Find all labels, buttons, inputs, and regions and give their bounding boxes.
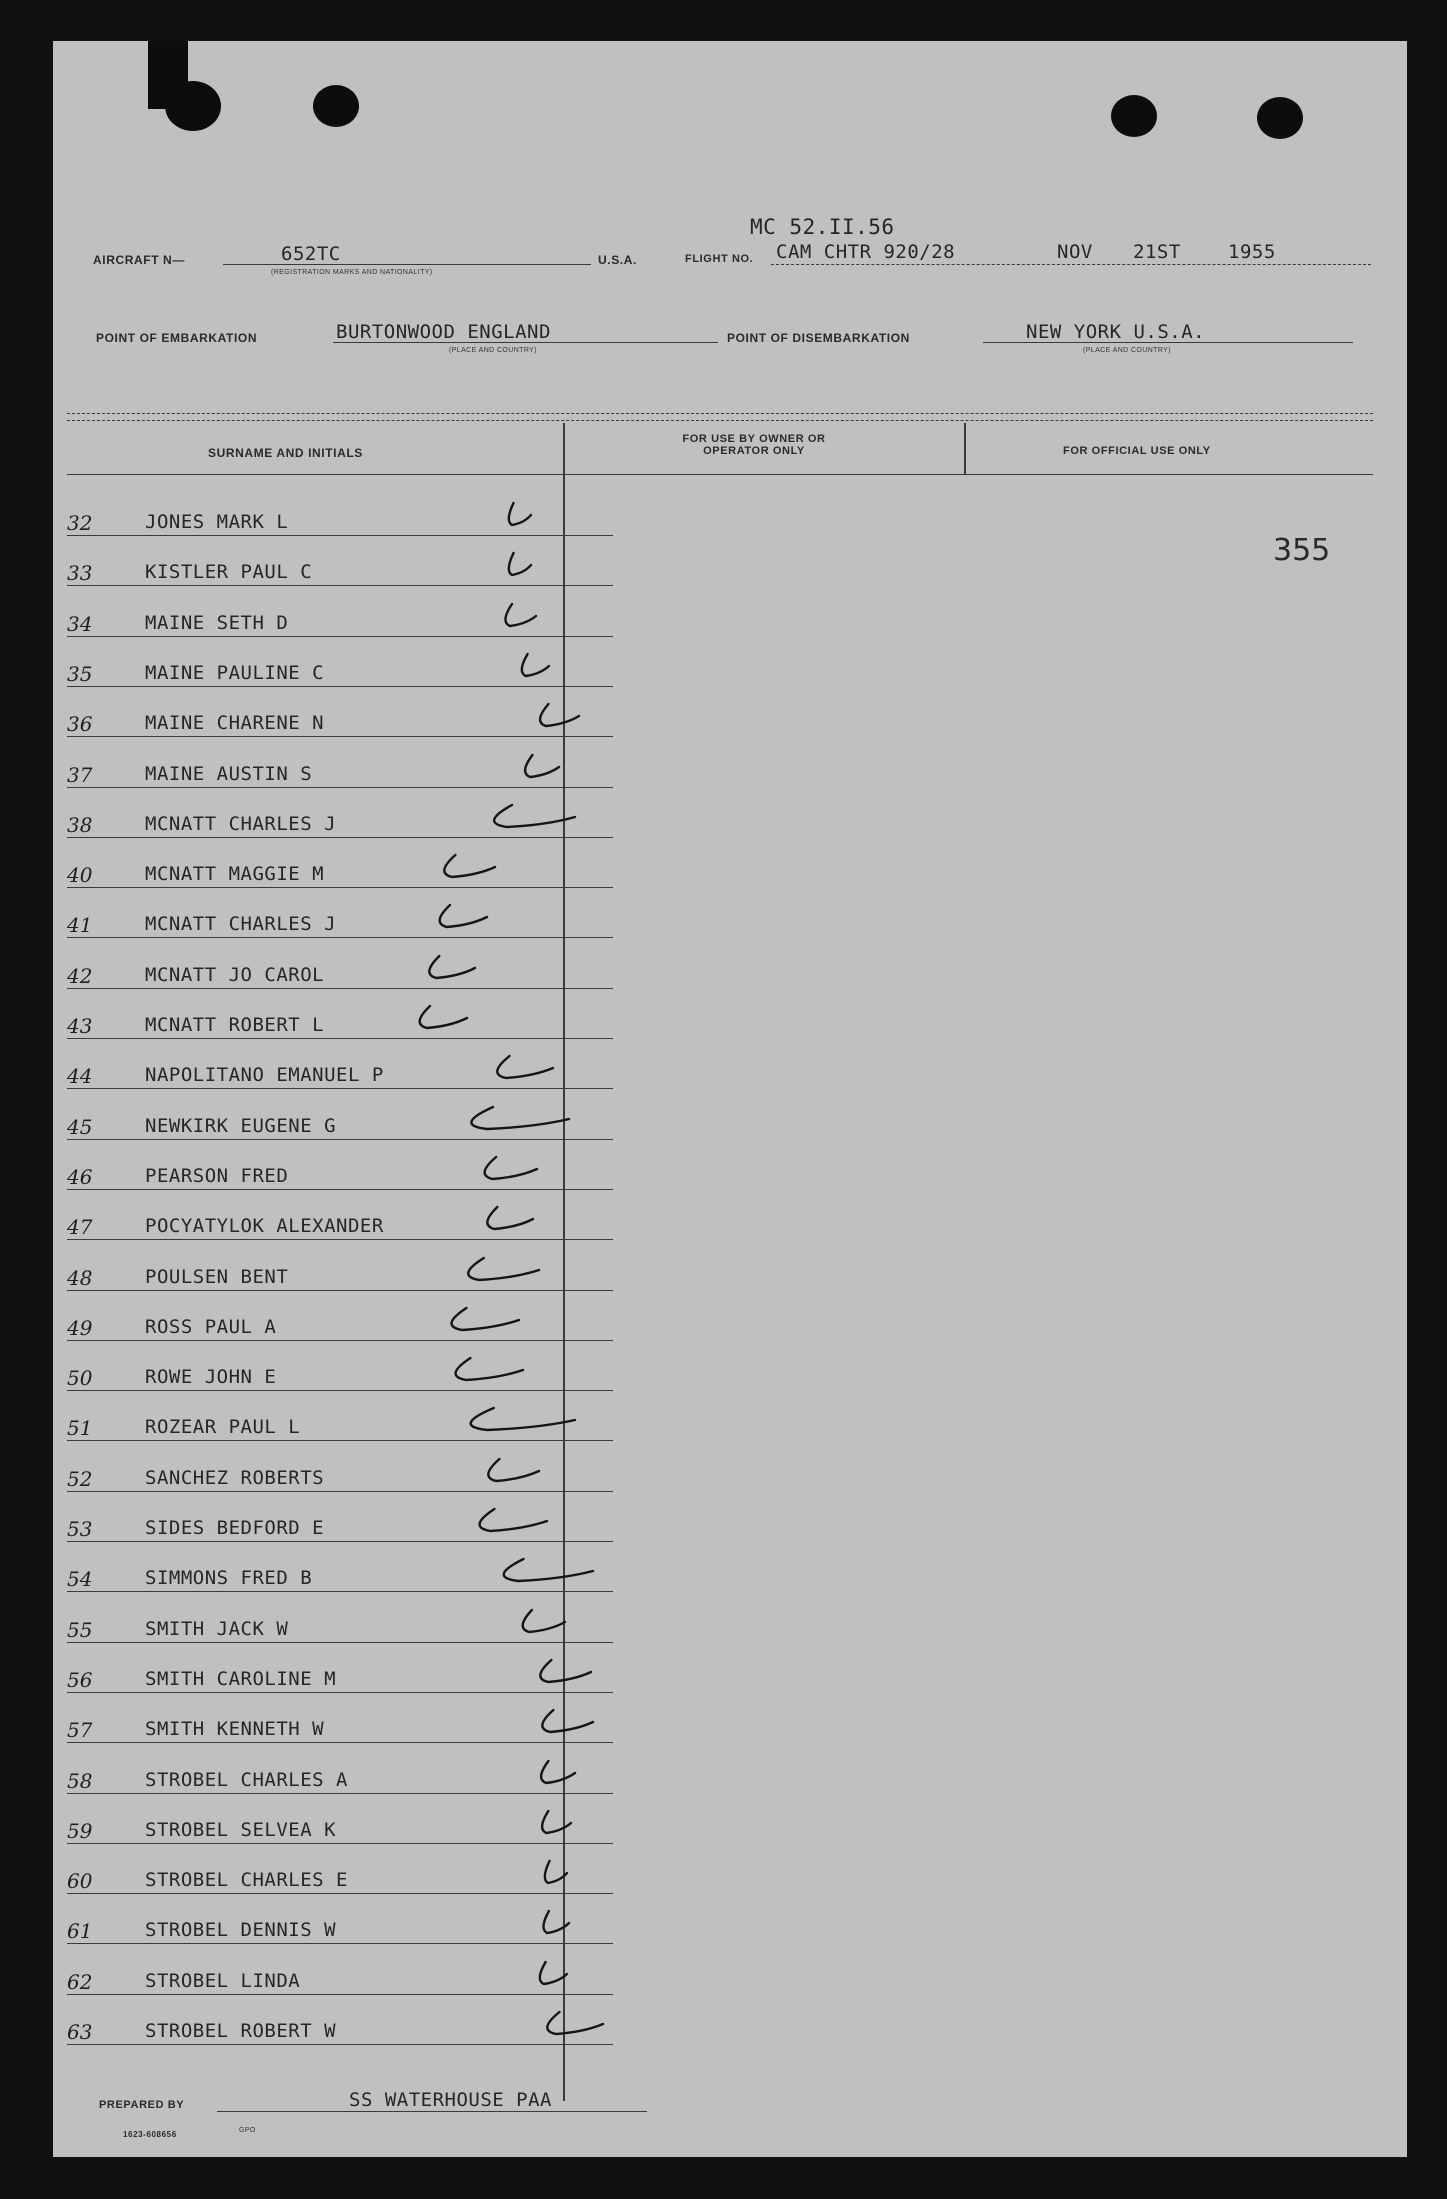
passenger-name: STROBEL CHARLES A: [145, 1768, 348, 1791]
passenger-name: MAINE AUSTIN S: [145, 762, 313, 785]
row-rule: [67, 535, 613, 536]
passenger-row: [53, 1298, 613, 1348]
embark-value: BURTONWOOD ENGLAND: [336, 321, 551, 343]
col-header-official: FOR OFFICIAL USE ONLY: [1063, 445, 1211, 457]
row-rule: [67, 1591, 613, 1592]
passenger-row: [53, 946, 613, 996]
passenger-number: 63: [67, 2020, 93, 2044]
disembark-value: NEW YORK U.S.A.: [1026, 321, 1206, 343]
row-rule: [67, 1893, 613, 1894]
passenger-row: [53, 1197, 613, 1247]
row-rule: [67, 1139, 613, 1140]
passenger-row: [53, 1147, 613, 1197]
printer-mark: GPO: [239, 2127, 256, 2134]
passenger-name: JONES MARK L: [145, 511, 289, 533]
check-mark-icon: [533, 1757, 577, 1793]
date-year: 1955: [1228, 241, 1276, 263]
check-mark-icon: [409, 1002, 469, 1038]
passenger-row: [53, 493, 613, 543]
passenger-row: [53, 2002, 613, 2052]
check-mark-icon: [533, 1958, 569, 1994]
passenger-row: [53, 1549, 613, 1599]
row-rule: [67, 1239, 613, 1240]
usa-label: U.S.A.: [598, 253, 637, 267]
date-month: NOV: [1057, 241, 1093, 263]
passenger-name: MAINE SETH D: [145, 611, 289, 634]
row-rule: [67, 686, 613, 687]
passenger-name: NAPOLITANO EMANUEL P: [145, 1064, 384, 1087]
row-rule: [67, 1994, 613, 1995]
check-mark-icon: [503, 499, 533, 535]
check-mark-icon: [485, 1052, 555, 1088]
passenger-row: [53, 1901, 613, 1951]
manifest-sheet: [53, 41, 1407, 2157]
passenger-number: 47: [67, 1215, 93, 1240]
punch-hole-right-2: [1257, 97, 1303, 139]
passenger-number: 38: [67, 812, 93, 837]
passenger-name: STROBEL CHARLES E: [145, 1869, 348, 1892]
aircraft-value: 652TC: [281, 243, 341, 265]
check-mark-icon: [477, 801, 577, 837]
passenger-row: [53, 1801, 613, 1851]
check-mark-icon: [515, 650, 551, 686]
passenger-row: [53, 1952, 613, 2002]
row-rule: [67, 1491, 613, 1492]
passenger-name: STROBEL LINDA: [145, 1969, 301, 1992]
row-rule: [67, 2044, 613, 2045]
passenger-number: 48: [67, 1265, 93, 1290]
passenger-name: MCNATT JO CAROL: [145, 963, 325, 986]
passenger-number: 34: [67, 611, 93, 636]
passenger-number: 62: [67, 1969, 93, 1994]
row-rule: [67, 1088, 613, 1089]
check-mark-icon: [433, 851, 497, 887]
passenger-name: SANCHEZ ROBERTS: [145, 1466, 325, 1489]
passenger-number: 56: [67, 1667, 93, 1692]
check-mark-icon: [453, 1254, 541, 1290]
embark-label: POINT OF EMBARKATION: [96, 331, 258, 345]
passenger-number: 55: [67, 1617, 93, 1642]
check-mark-icon: [535, 1807, 573, 1843]
passenger-number: 41: [67, 913, 93, 938]
check-mark-icon: [437, 1304, 521, 1340]
form-number: 1623-608656: [123, 2130, 177, 2139]
passenger-row: [53, 1046, 613, 1096]
passenger-name: SMITH JACK W: [145, 1617, 289, 1640]
passenger-name: MCNATT CHARLES J: [145, 812, 337, 835]
passenger-number: 35: [67, 661, 93, 686]
check-mark-icon: [429, 901, 489, 937]
punch-hole-left: [165, 81, 221, 131]
flight-value: CAM CHTR 920/28: [776, 241, 956, 263]
row-rule: [67, 1390, 613, 1391]
flight-label: FLIGHT NO.: [685, 253, 754, 265]
passenger-row: [53, 795, 613, 845]
check-mark-icon: [513, 1606, 567, 1642]
passenger-number: 37: [67, 762, 93, 787]
passenger-number: 40: [67, 863, 93, 888]
row-rule: [67, 1943, 613, 1944]
row-rule: [67, 1742, 613, 1743]
passenger-name: STROBEL ROBERT W: [145, 2020, 337, 2042]
passenger-row: [53, 594, 613, 644]
col-divider-2: [964, 423, 966, 475]
check-mark-icon: [531, 700, 581, 736]
check-mark-icon: [441, 1354, 525, 1390]
passenger-number: 54: [67, 1567, 93, 1592]
passenger-name: POCYATYLOK ALEXANDER: [145, 1215, 384, 1238]
passenger-name: SIMMONS FRED B: [145, 1567, 313, 1590]
passenger-number: 43: [67, 1014, 93, 1038]
passenger-row: [53, 1499, 613, 1549]
table-header-rule: [67, 474, 1373, 475]
stamp-code: MC 52.II.56: [750, 215, 895, 239]
passenger-name: MAINE PAULINE C: [145, 661, 325, 684]
passenger-number: 51: [67, 1416, 93, 1441]
check-mark-icon: [535, 2008, 605, 2044]
check-mark-icon: [485, 1555, 595, 1591]
prepared-underline: [217, 2111, 647, 2112]
passenger-row: [53, 1398, 613, 1448]
check-mark-icon: [531, 1706, 595, 1742]
passenger-name: STROBEL SELVEA K: [145, 1818, 337, 1841]
passenger-name: MCNATT ROBERT L: [145, 1014, 325, 1036]
punch-hole-right-1: [1111, 95, 1157, 137]
passenger-name: MAINE CHARENE N: [145, 712, 325, 735]
aircraft-label: AIRCRAFT N—: [93, 253, 185, 267]
check-mark-icon: [465, 1505, 549, 1541]
passenger-name: MCNATT MAGGIE M: [145, 863, 325, 886]
row-rule: [67, 887, 613, 888]
prepared-label: PREPARED BY: [99, 2099, 185, 2111]
check-mark-icon: [477, 1455, 541, 1491]
passenger-number: 61: [67, 1919, 93, 1944]
check-mark-icon: [449, 1404, 577, 1440]
passenger-row: [53, 1348, 613, 1398]
passenger-number: 42: [67, 963, 93, 988]
check-mark-icon: [537, 1907, 571, 1943]
embark-caption: (PLACE AND COUNTRY): [449, 347, 537, 354]
passenger-name: MCNATT CHARLES J: [145, 913, 337, 936]
embark-underline: [333, 342, 718, 343]
date-day: 21ST: [1133, 241, 1181, 263]
passenger-number: 60: [67, 1869, 93, 1894]
passenger-name: KISTLER PAUL C: [145, 561, 313, 584]
passenger-number: 52: [67, 1466, 93, 1491]
passenger-name: SMITH CAROLINE M: [145, 1667, 337, 1690]
passenger-number: 44: [67, 1064, 93, 1089]
passenger-number: 57: [67, 1718, 93, 1743]
row-rule: [67, 1843, 613, 1844]
row-rule: [67, 988, 613, 989]
check-mark-icon: [498, 600, 538, 636]
passenger-name: STROBEL DENNIS W: [145, 1919, 337, 1942]
passenger-number: 32: [67, 511, 93, 535]
passenger-name: PEARSON FRED: [145, 1164, 289, 1187]
row-rule: [67, 1290, 613, 1291]
passenger-row: [53, 745, 613, 795]
passenger-name: ROZEAR PAUL L: [145, 1416, 301, 1439]
row-rule: [67, 585, 613, 586]
passenger-row: [53, 1248, 613, 1298]
flight-underline: [771, 264, 1371, 265]
disembark-label: POINT OF DISEMBARKATION: [727, 331, 910, 345]
passenger-name: SMITH KENNETH W: [145, 1718, 325, 1741]
row-rule: [67, 837, 613, 838]
row-rule: [67, 1541, 613, 1542]
passenger-number: 46: [67, 1164, 93, 1189]
aircraft-caption: (REGISTRATION MARKS AND NATIONALITY): [271, 269, 433, 276]
check-mark-icon: [539, 1857, 569, 1893]
check-mark-icon: [477, 1203, 535, 1239]
passenger-row: [53, 1700, 613, 1750]
row-rule: [67, 1642, 613, 1643]
row-rule: [67, 1038, 613, 1039]
passenger-number: 58: [67, 1768, 93, 1793]
row-rule: [67, 787, 613, 788]
passenger-name: SIDES BEDFORD E: [145, 1517, 325, 1539]
passenger-row: [53, 694, 613, 744]
passenger-number: 33: [67, 561, 93, 586]
passenger-row: [53, 1097, 613, 1147]
passenger-row: [53, 1751, 613, 1801]
passenger-row: [53, 1851, 613, 1901]
page-number: 355: [1273, 533, 1331, 568]
disembark-caption: (PLACE AND COUNTRY): [1083, 347, 1171, 354]
passenger-name: POULSEN BENT: [145, 1265, 289, 1288]
row-rule: [67, 1340, 613, 1341]
punch-hole-left-2: [313, 85, 359, 127]
passenger-row: [53, 1600, 613, 1650]
row-rule: [67, 937, 613, 938]
passenger-number: 49: [67, 1315, 93, 1340]
row-rule: [67, 636, 613, 637]
passenger-row: [53, 1650, 613, 1700]
row-rule: [67, 1440, 613, 1441]
check-mark-icon: [503, 549, 533, 585]
passenger-row: [53, 996, 613, 1046]
check-mark-icon: [473, 1153, 539, 1189]
passenger-name: ROWE JOHN E: [145, 1366, 277, 1389]
prepared-value: SS WATERHOUSE PAA: [349, 2089, 552, 2111]
row-rule: [67, 1793, 613, 1794]
check-mark-icon: [419, 952, 477, 988]
passenger-number: 50: [67, 1366, 93, 1391]
passenger-row: [53, 845, 613, 895]
passenger-number: 53: [67, 1517, 93, 1541]
row-rule: [67, 1692, 613, 1693]
check-mark-icon: [529, 1656, 593, 1692]
passenger-row: [53, 543, 613, 593]
passenger-number: 36: [67, 712, 93, 737]
passenger-row: [53, 895, 613, 945]
table-top-rule-2: [67, 420, 1373, 421]
check-mark-icon: [517, 751, 561, 787]
passenger-number: 45: [67, 1114, 93, 1139]
passenger-row: [53, 644, 613, 694]
row-rule: [67, 736, 613, 737]
aircraft-underline: [223, 264, 591, 265]
row-rule: [67, 1189, 613, 1190]
table-top-rule-1: [67, 413, 1373, 414]
col-header-owner: FOR USE BY OWNER OR OPERATOR ONLY: [682, 433, 826, 457]
passenger-number: 59: [67, 1818, 93, 1843]
disembark-underline: [983, 342, 1353, 343]
passenger-name: ROSS PAUL A: [145, 1315, 277, 1338]
passenger-row: [53, 1449, 613, 1499]
check-mark-icon: [451, 1103, 571, 1139]
col-header-surname: SURNAME AND INITIALS: [208, 446, 363, 460]
passenger-name: NEWKIRK EUGENE G: [145, 1114, 337, 1137]
